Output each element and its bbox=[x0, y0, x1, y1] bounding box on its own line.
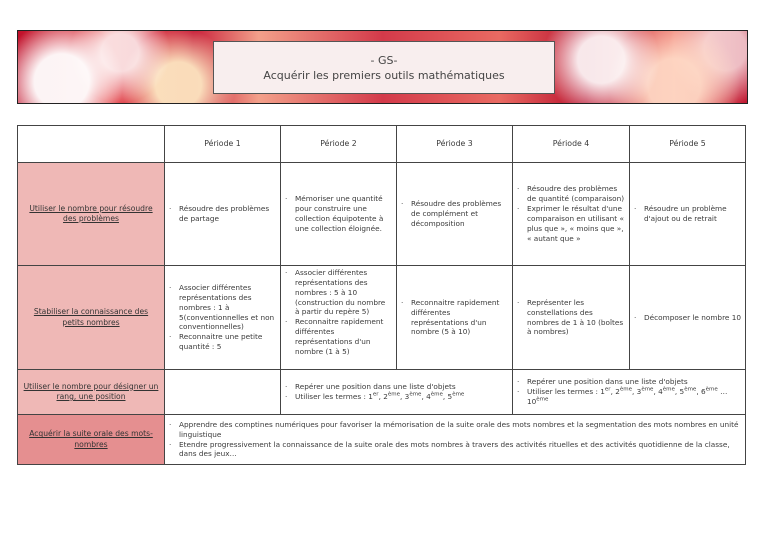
table-cell: · Reconnaitre rapidement différentes représentations d'un nombre (5 à 10) bbox=[397, 266, 513, 370]
ordinal-term: 6ème … 10ème bbox=[527, 386, 728, 406]
cell-text: Utiliser les termes : bbox=[295, 392, 366, 401]
ordinal-term: 5ème bbox=[679, 386, 697, 397]
table-cell: · Mémoriser une quantité pour construire une collection équipotente à une collection éloignée. bbox=[281, 163, 397, 266]
table-row bbox=[18, 163, 746, 266]
cell-text: Résoudre des problèmes de complément et décomposition bbox=[411, 199, 502, 228]
curriculum-table bbox=[17, 125, 746, 465]
row-title: Utiliser le nombre pour résoudre des problèmes bbox=[18, 163, 165, 266]
row-title: Utiliser le nombre pour désigner un rang, une position bbox=[18, 370, 165, 415]
period-header: Période 3 bbox=[397, 126, 513, 163]
cell-text: Décomposer le nombre 10 bbox=[644, 312, 741, 322]
ordinal-term: 5ème bbox=[447, 391, 465, 401]
table-cell: · Résoudre des problèmes de partage bbox=[165, 163, 281, 266]
period-header: Période 2 bbox=[281, 126, 397, 163]
page-title: Acquérir les premiers outils mathématiques bbox=[263, 68, 505, 82]
cell-text: Reconnaitre rapidement différentes représentations d'un nombre (5 à 10) bbox=[411, 297, 500, 337]
table-cell: · Repérer une position dans une liste d'objets · Utiliser les termes : 1er, 2ème, 3ème, 4ème, 5ème bbox=[281, 370, 513, 415]
ordinal-term: 2ème bbox=[383, 391, 401, 401]
table-cell: · Repérer une position dans une liste d'objets · Utiliser les termes : 1er, 2ème, 3ème, 4ème, 5ème, 6ème … 10ème bbox=[513, 370, 746, 415]
cell-text: Etendre progressivement la connaissance de la suite orale des mots nombres à travers des activités rituelles et des activités quotidienne de la classe, dans des jeux… bbox=[179, 439, 730, 459]
row-title: Acquérir la suite orale des mots-nombres bbox=[18, 415, 165, 465]
ordinal-term: 4ème bbox=[658, 386, 675, 397]
table-cell bbox=[165, 370, 281, 415]
cell-text: Repérer une position dans une liste d'objets bbox=[295, 382, 456, 392]
title-level: - GS- bbox=[370, 53, 398, 67]
ordinal-term: 1er bbox=[368, 391, 379, 401]
table-cell: · Résoudre un problème d'ajout ou de retrait bbox=[630, 163, 746, 266]
cell-text: Reconnaitre une petite quantité : 5 bbox=[179, 332, 263, 352]
table-cell: · Associer différentes représentations des nombres : 5 à 10 (construction du nombre à partir du repère 5) · Reconnaitre rapidement différentes représentations d'un nombre (1 à 5) bbox=[281, 266, 397, 370]
cell-text: Utiliser les termes : bbox=[527, 387, 598, 397]
table-cell: · Associer différentes représentations des nombres : 1 à 5(conventionnelles et non conventionnelles) · Reconnaitre une petite quantité : 5 bbox=[165, 266, 281, 370]
corner-cell bbox=[18, 126, 165, 163]
row-title: Stabiliser la connaissance des petits nombres bbox=[18, 266, 165, 370]
cell-text: Représenter les constellations des nombres de 1 à 10 (boîtes à nombres) bbox=[527, 297, 624, 337]
ordinal-term: 3ème bbox=[636, 386, 654, 397]
period-header: Période 4 bbox=[513, 126, 630, 163]
title-box bbox=[213, 41, 555, 94]
table-row bbox=[18, 370, 746, 415]
cell-text: Résoudre des problèmes de quantité (comparaison) bbox=[527, 184, 625, 204]
ordinal-term: 2ème bbox=[615, 386, 633, 397]
cell-text: Reconnaitre rapidement différentes représentations d'un nombre (1 à 5) bbox=[295, 317, 384, 356]
table-row bbox=[18, 266, 746, 370]
ordinal-term: 1er bbox=[600, 386, 611, 397]
ordinal-term: 3ème bbox=[404, 391, 422, 401]
cell-text: Mémoriser une quantité pour construire une collection équipotente à une collection éloignée. bbox=[295, 194, 384, 233]
header-row bbox=[18, 126, 746, 163]
table-cell: · Résoudre des problèmes de quantité (comparaison) · Exprimer le résultat d'une comparaison en utilisant « plus que », « moins que », « autant que » bbox=[513, 163, 630, 266]
period-header: Période 1 bbox=[165, 126, 281, 163]
table-row bbox=[18, 415, 746, 465]
cell-text: Résoudre un problème d'ajout ou de retrait bbox=[644, 204, 727, 223]
cell-text: Apprendre des comptines numériques pour favoriser la mémorisation de la suite orale des mots nombres et la segmentation des mots nombres en unité linguistique bbox=[179, 419, 739, 439]
header-banner bbox=[17, 30, 748, 104]
period-header: Période 5 bbox=[630, 126, 746, 163]
cell-text: Associer différentes représentations des nombres : 1 à 5(conventionnelles et non conventionnelles) bbox=[179, 283, 275, 332]
ordinal-list: 1er, 2ème, 3ème, 4ème, 5ème bbox=[368, 391, 465, 401]
ordinal-list: 1er, 2ème, 3ème, 4ème, 5ème, 6ème … 10ème bbox=[527, 386, 728, 406]
cell-text: Exprimer le résultat d'une comparaison en utilisant « plus que », « moins que », « autant que » bbox=[527, 204, 624, 243]
cell-text: Associer différentes représentations des nombres : 5 à 10 (construction du nombre à partir du repère 5) bbox=[295, 268, 386, 317]
table-cell: · Décomposer le nombre 10 bbox=[630, 266, 746, 370]
ordinal-term: 4ème bbox=[426, 391, 443, 401]
cell-text: Résoudre des problèmes de partage bbox=[179, 204, 270, 223]
cell-text: Repérer une position dans une liste d'objets bbox=[527, 377, 688, 387]
table-cell: · Apprendre des comptines numériques pour favoriser la mémorisation de la suite orale des mots nombres et la segmentation des mots nombres en unité linguistique · Etendre progressivement la connaissance de la suite orale des mots nombres à travers des activités rituelles et des activités quotidienne de la classe, dans des jeux… bbox=[165, 415, 746, 465]
table-cell: · Résoudre des problèmes de complément et décomposition bbox=[397, 163, 513, 266]
table-cell: · Représenter les constellations des nombres de 1 à 10 (boîtes à nombres) bbox=[513, 266, 630, 370]
